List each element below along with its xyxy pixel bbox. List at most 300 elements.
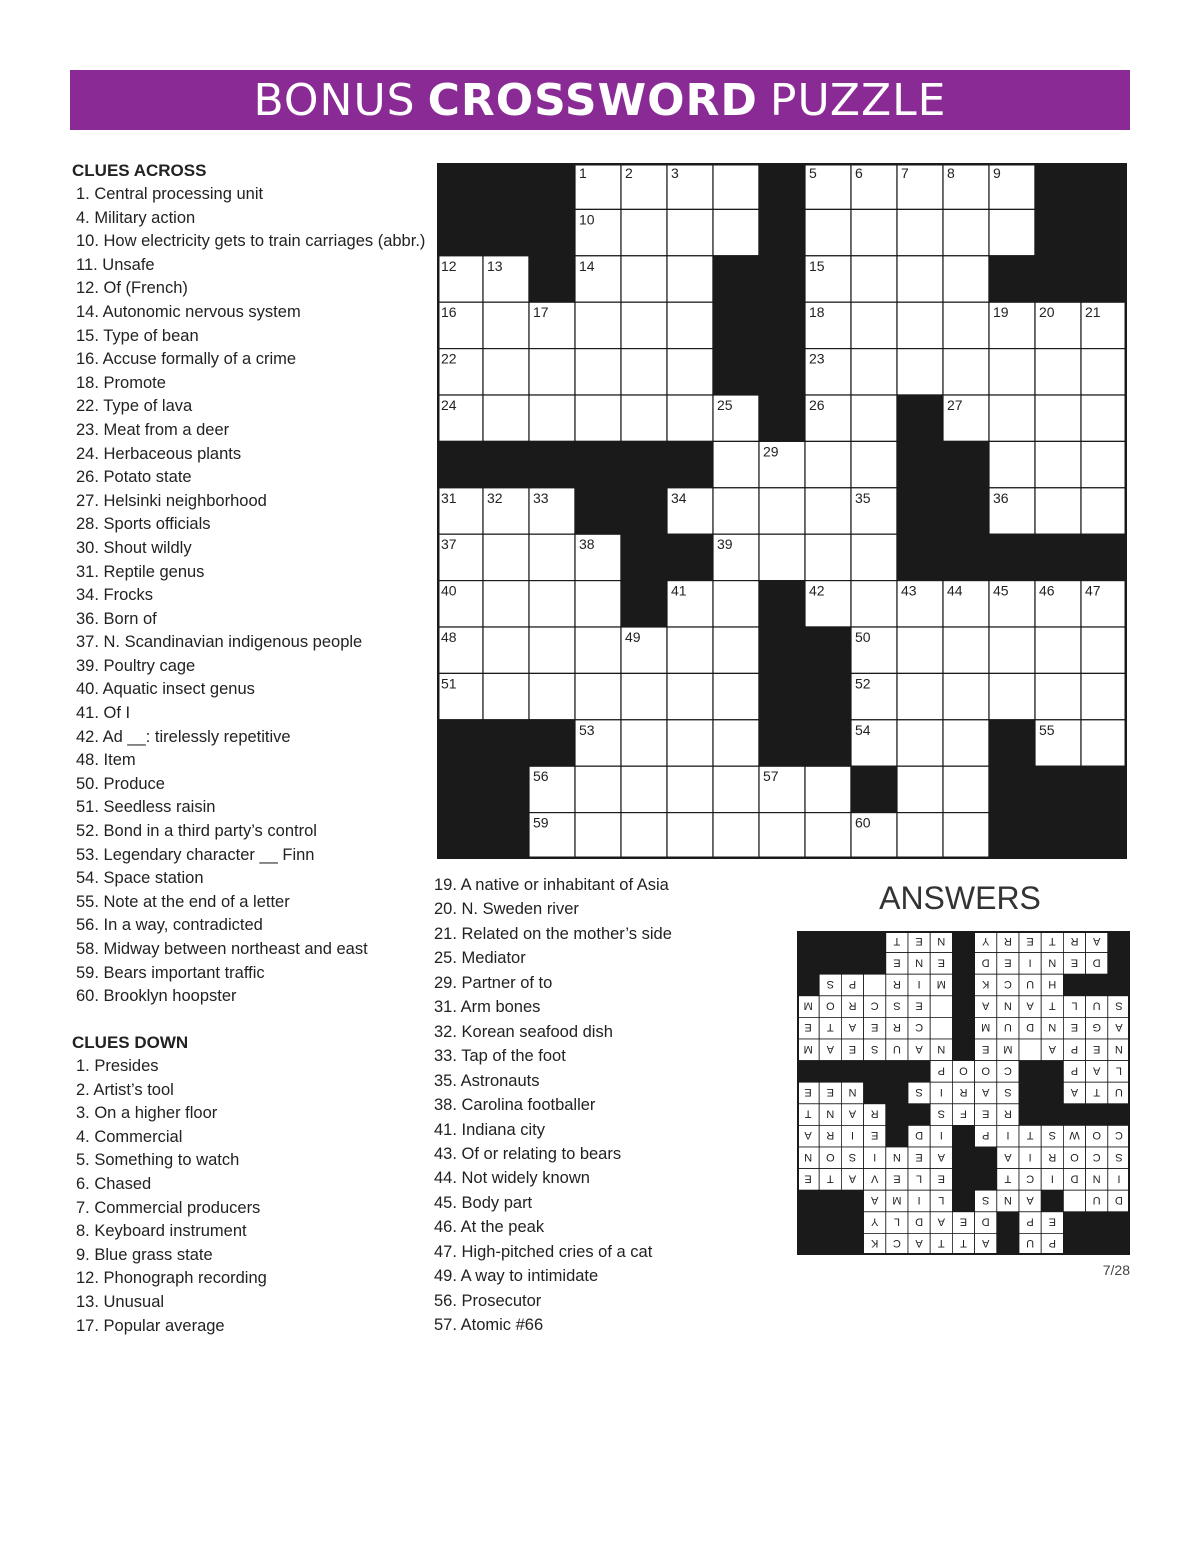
grid-cell[interactable] [897, 349, 943, 395]
answer-letter: U [1092, 1194, 1101, 1206]
grid-cell[interactable] [483, 627, 529, 673]
answer-letter: N [1114, 1042, 1123, 1055]
clue-down-cont-9: 38. Carolina footballer [434, 1096, 596, 1115]
grid-cell[interactable] [851, 441, 897, 487]
clue-number: 33 [533, 489, 549, 506]
grid-cell[interactable] [621, 349, 667, 395]
answer-letter: D [981, 956, 990, 969]
grid-cell[interactable] [943, 302, 989, 348]
grid-cell[interactable] [897, 766, 943, 812]
grid-cell[interactable] [621, 766, 667, 812]
grid-cell[interactable] [667, 302, 713, 348]
black-square [805, 673, 851, 719]
answer-black-square [908, 1104, 930, 1126]
grid-cell[interactable] [897, 256, 943, 302]
clue-number: 10 [579, 211, 595, 228]
answers-grid [797, 931, 1130, 1255]
grid-cell[interactable] [759, 488, 805, 534]
answer-black-square [1108, 931, 1130, 953]
answer-letter: R [959, 1086, 968, 1098]
clue-number: 56 [533, 768, 549, 785]
grid-cell[interactable] [621, 302, 667, 348]
answer-letter: E [893, 956, 901, 969]
answer-letter: R [870, 1107, 879, 1120]
clue-number: 43 [901, 582, 917, 599]
answer-letter: A [1070, 1086, 1079, 1098]
clue-across-20: 39. Poultry cage [76, 656, 196, 675]
grid-cell[interactable] [575, 813, 621, 859]
black-square [529, 209, 575, 255]
grid-cell[interactable] [713, 766, 759, 812]
answer-letter: L [1115, 1064, 1122, 1077]
grid-cell[interactable] [989, 673, 1035, 719]
answer-letter: S [1004, 1086, 1012, 1098]
answer-letter: Y [871, 1215, 879, 1228]
answer-black-square [975, 1147, 997, 1169]
clue-down-cont-15: 47. High-pitched cries of a cat [434, 1242, 653, 1261]
grid-cell[interactable] [621, 720, 667, 766]
clue-number: 60 [855, 814, 871, 831]
answer-letter: R [1003, 1107, 1012, 1120]
answer-letter: A [1026, 999, 1034, 1012]
grid-cell[interactable] [575, 302, 621, 348]
grid-cell[interactable] [529, 627, 575, 673]
black-square [1081, 209, 1127, 255]
clue-across-6: 15. Type of bean [76, 326, 199, 345]
grid-cell[interactable] [483, 302, 529, 348]
answer-letter: S [982, 1194, 990, 1206]
black-square [1081, 534, 1127, 580]
clue-down-cont-14: 46. At the peak [434, 1218, 545, 1237]
black-square [667, 441, 713, 487]
grid-cell[interactable] [851, 256, 897, 302]
title-post: PUZZLE [769, 74, 947, 126]
clue-number: 36 [993, 489, 1009, 506]
clue-number: 26 [809, 397, 825, 413]
clue-down-cont-8: 35. Astronauts [434, 1071, 540, 1090]
grid-cell[interactable] [713, 488, 759, 534]
black-square [989, 534, 1035, 580]
grid-cell[interactable] [575, 627, 621, 673]
answer-black-square [797, 1061, 819, 1083]
answer-letter: O [826, 999, 835, 1012]
answer-letter: E [915, 999, 923, 1012]
black-square [713, 349, 759, 395]
clue-across-1: 4. Military action [76, 208, 196, 227]
answer-letter: A [1004, 1150, 1012, 1163]
grid-cell[interactable] [713, 813, 759, 859]
answer-letter: I [1050, 1172, 1054, 1185]
answer-black-square [841, 1190, 863, 1212]
answer-letter: I [1028, 1150, 1032, 1163]
black-square [1035, 163, 1081, 209]
clue-down-cont-4: 29. Partner of to [434, 973, 553, 992]
clue-number: 22 [441, 350, 457, 367]
clue-down-cont-7: 33. Tap of the foot [434, 1047, 566, 1066]
grid-cell[interactable] [805, 534, 851, 580]
answer-letter: G [1092, 1021, 1101, 1034]
answer-black-square [997, 1212, 1019, 1234]
grid-cell[interactable] [1081, 720, 1127, 766]
clue-across-5: 14. Autonomic nervous system [76, 302, 301, 321]
answer-letter: A [915, 1042, 923, 1055]
clue-number: 32 [487, 489, 503, 506]
grid-cell[interactable] [1081, 673, 1127, 719]
grid-cell[interactable] [483, 581, 529, 627]
grid-cell[interactable] [989, 209, 1035, 255]
black-square [483, 720, 529, 766]
clue-number: 6 [855, 165, 863, 181]
black-square [483, 813, 529, 859]
clue-across-31: 56. In a way, contradicted [76, 916, 263, 935]
answer-letter: I [1028, 956, 1032, 969]
grid-cell[interactable] [897, 209, 943, 255]
grid-cell[interactable] [529, 581, 575, 627]
answer-black-square [797, 953, 819, 975]
black-square [1035, 209, 1081, 255]
answer-letter: R [1048, 1150, 1057, 1163]
grid-cell[interactable] [851, 209, 897, 255]
grid-cell[interactable] [943, 209, 989, 255]
answer-black-square [1063, 1233, 1085, 1255]
answer-letter: T [1048, 999, 1056, 1012]
answer-letter: K [871, 1237, 879, 1250]
answer-letter: N [804, 1150, 813, 1163]
black-square [897, 395, 943, 441]
answer-letter: T [960, 1237, 967, 1250]
grid-cell[interactable] [943, 720, 989, 766]
answer-letter: N [937, 934, 946, 947]
black-square [529, 720, 575, 766]
answer-letter: A [826, 1042, 834, 1055]
answer-letter: T [1004, 1172, 1012, 1185]
grid-cell[interactable] [1081, 627, 1127, 673]
grid-cell[interactable] [575, 395, 621, 441]
answer-black-square [819, 1061, 841, 1083]
black-square [713, 256, 759, 302]
black-square [621, 488, 667, 534]
clue-number: 20 [1039, 304, 1055, 321]
grid-cell[interactable] [575, 673, 621, 719]
answer-black-square [1041, 1104, 1063, 1126]
grid-cell[interactable] [805, 813, 851, 859]
grid-cell[interactable] [943, 349, 989, 395]
grid-cell[interactable] [483, 534, 529, 580]
clue-across-21: 40. Aquatic insect genus [76, 680, 255, 699]
clues-down-continued [434, 873, 672, 1338]
answer-letter: D [915, 1129, 924, 1142]
grid-cell[interactable] [943, 627, 989, 673]
grid-cell[interactable] [621, 813, 667, 859]
answer-letter: R [1070, 934, 1079, 947]
answer-letter: S [1115, 999, 1123, 1012]
answer-letter: L [916, 1172, 923, 1185]
answer-black-square [908, 1061, 930, 1083]
grid-cell[interactable] [1035, 627, 1081, 673]
clue-across-30: 55. Note at the end of a letter [76, 892, 290, 911]
clue-number: 50 [855, 629, 871, 645]
grid-cell[interactable] [667, 813, 713, 859]
clues-across-heading: CLUES ACROSS [72, 161, 207, 180]
clue-number: 42 [809, 582, 825, 599]
answer-letter: I [873, 1150, 877, 1163]
answer-letter: U [1003, 1021, 1012, 1034]
grid-cell[interactable] [529, 673, 575, 719]
grid-cell[interactable] [1035, 441, 1081, 487]
grid-cell[interactable] [897, 813, 943, 859]
grid-cell[interactable] [805, 441, 851, 487]
grid-cell[interactable] [713, 209, 759, 255]
black-square [805, 720, 851, 766]
grid-cell[interactable] [805, 766, 851, 812]
clue-number: 21 [1085, 304, 1101, 321]
answer-black-square [952, 1169, 974, 1191]
grid-cell[interactable] [667, 395, 713, 441]
answer-letter: E [1026, 934, 1034, 947]
grid-cell[interactable] [897, 673, 943, 719]
grid-cell[interactable] [529, 534, 575, 580]
issue-date: 7/28 [1102, 1262, 1130, 1278]
answer-cell [1063, 1190, 1085, 1212]
answer-letter: E [1070, 956, 1079, 969]
black-square [1081, 766, 1127, 812]
grid-cell[interactable] [483, 395, 529, 441]
clue-number: 12 [441, 257, 457, 274]
clue-across-17: 34. Frocks [76, 586, 154, 605]
clue-across-10: 23. Meat from a deer [76, 420, 230, 439]
grid-cell[interactable] [897, 627, 943, 673]
grid-cell[interactable] [1035, 673, 1081, 719]
clue-number: 57 [763, 768, 779, 785]
answer-letter: T [1026, 1129, 1034, 1142]
clue-down-cont-16: 49. A way to intimidate [434, 1267, 599, 1286]
answer-letter: E [1093, 1042, 1101, 1055]
black-square [483, 766, 529, 812]
grid-cell[interactable] [713, 627, 759, 673]
answer-letter: E [915, 934, 923, 947]
grid-cell[interactable] [621, 256, 667, 302]
black-square [529, 256, 575, 302]
answer-letter: O [826, 1150, 835, 1163]
grid-cell[interactable] [713, 163, 759, 209]
grid-cell[interactable] [621, 209, 667, 255]
grid-cell[interactable] [713, 441, 759, 487]
clue-down-10: 13. Unusual [76, 1292, 165, 1311]
grid-cell[interactable] [943, 766, 989, 812]
clue-number: 3 [671, 165, 679, 181]
grid-cell[interactable] [713, 673, 759, 719]
black-square [759, 349, 805, 395]
grid-cell[interactable] [1081, 488, 1127, 534]
answer-letter: T [826, 1021, 834, 1034]
title-banner [70, 70, 1130, 130]
answer-black-square [1019, 1082, 1041, 1104]
clue-across-13: 27. Helsinki neighborhood [76, 491, 267, 510]
title-pre: BONUS [253, 74, 416, 126]
clue-down-6: 7. Commercial producers [76, 1198, 261, 1217]
grid-cell[interactable] [575, 581, 621, 627]
clue-across-9: 22. Type of lava [76, 397, 193, 416]
grid-cell[interactable] [989, 349, 1035, 395]
clue-across-26: 51. Seedless raisin [76, 798, 216, 817]
answer-letter: L [938, 1194, 945, 1206]
grid-cell[interactable] [1035, 395, 1081, 441]
answer-letter: E [959, 1215, 968, 1228]
answer-letter: C [892, 1237, 901, 1250]
black-square [1081, 256, 1127, 302]
answer-letter: F [960, 1107, 967, 1120]
grid-cell[interactable] [667, 766, 713, 812]
grid-cell[interactable] [1081, 441, 1127, 487]
grid-cell[interactable] [943, 813, 989, 859]
answer-letter: K [982, 978, 990, 990]
answer-letter: S [937, 1107, 945, 1120]
black-square [989, 813, 1035, 859]
answer-letter: A [848, 1107, 857, 1120]
clue-number: 29 [763, 443, 779, 460]
grid-cell[interactable] [851, 581, 897, 627]
answer-letter: C [1003, 1064, 1012, 1077]
black-square [759, 395, 805, 441]
black-square [1035, 534, 1081, 580]
answer-letter: N [1003, 1194, 1012, 1206]
answer-black-square [1019, 1061, 1041, 1083]
grid-cell[interactable] [1081, 395, 1127, 441]
answer-letter: V [871, 1172, 879, 1185]
grid-cell[interactable] [805, 209, 851, 255]
answer-letter: P [1070, 1064, 1079, 1077]
answer-letter: D [1114, 1194, 1123, 1206]
answer-letter: R [826, 1129, 835, 1142]
answer-black-square [952, 1039, 974, 1061]
grid-cell[interactable] [989, 627, 1035, 673]
answer-letter: U [1026, 1237, 1035, 1250]
answer-black-square [1086, 1233, 1108, 1255]
grid-cell[interactable] [897, 302, 943, 348]
grid-cell[interactable] [667, 256, 713, 302]
answer-letter: C [1092, 1150, 1101, 1163]
answer-letter: O [981, 1064, 990, 1077]
grid-cell[interactable] [529, 395, 575, 441]
grid-cell[interactable] [667, 349, 713, 395]
answer-black-square [1063, 974, 1085, 996]
clue-down-cont-17: 56. Prosecutor [434, 1291, 542, 1310]
answer-letter: O [1070, 1150, 1079, 1163]
grid-cell[interactable] [667, 627, 713, 673]
black-square [483, 209, 529, 255]
black-square [621, 581, 667, 627]
answer-letter: M [892, 1194, 902, 1206]
grid-cell[interactable] [575, 766, 621, 812]
clue-down-cont-3: 25. Mediator [434, 949, 526, 968]
grid-cell[interactable] [851, 302, 897, 348]
clue-down-5: 6. Chased [76, 1174, 152, 1193]
black-square [483, 163, 529, 209]
grid-cell[interactable] [1081, 349, 1127, 395]
answer-letter: R [892, 978, 901, 990]
grid-cell[interactable] [483, 673, 529, 719]
clue-number: 5 [809, 165, 817, 181]
answer-letter: U [1114, 1086, 1123, 1098]
answer-black-square [1063, 1104, 1085, 1126]
answer-black-square [1108, 1104, 1130, 1126]
grid-cell[interactable] [943, 256, 989, 302]
answer-black-square [797, 1233, 819, 1255]
grid-cell[interactable] [529, 349, 575, 395]
black-square [897, 441, 943, 487]
grid-cell[interactable] [621, 395, 667, 441]
clue-down-8: 9. Blue grass state [76, 1245, 213, 1264]
answer-letter: E [871, 1129, 879, 1142]
answer-letter: A [1048, 1042, 1056, 1055]
answer-black-square [1063, 1212, 1085, 1234]
answer-letter: A [982, 1086, 990, 1098]
grid-cell[interactable] [667, 720, 713, 766]
answer-letter: W [1069, 1129, 1080, 1142]
grid-cell[interactable] [759, 534, 805, 580]
grid-cell[interactable] [575, 349, 621, 395]
answer-black-square [864, 1061, 886, 1083]
grid-cell[interactable] [713, 581, 759, 627]
black-square [989, 766, 1035, 812]
black-square [759, 256, 805, 302]
answer-letter: P [982, 1129, 990, 1142]
answer-black-square [1108, 974, 1130, 996]
black-square [437, 766, 483, 812]
answer-letter: C [870, 999, 879, 1012]
answer-letter: S [1115, 1150, 1123, 1163]
answer-letter: O [1092, 1129, 1101, 1142]
clue-number: 49 [625, 629, 641, 645]
clue-number: 17 [533, 304, 549, 321]
clue-number: 15 [809, 257, 825, 274]
answer-letter: C [1026, 1172, 1035, 1185]
answer-black-square [1086, 1212, 1108, 1234]
grid-cell[interactable] [759, 813, 805, 859]
grid-cell[interactable] [1035, 349, 1081, 395]
grid-cell[interactable] [667, 209, 713, 255]
clue-number: 25 [717, 397, 733, 413]
answer-letter: R [848, 999, 857, 1012]
clue-number: 13 [487, 257, 503, 274]
grid-cell[interactable] [621, 673, 667, 719]
grid-cell[interactable] [943, 673, 989, 719]
answer-letter: Y [982, 934, 990, 947]
grid-cell[interactable] [851, 349, 897, 395]
grid-cell[interactable] [667, 673, 713, 719]
black-square [1035, 813, 1081, 859]
grid-cell[interactable] [897, 720, 943, 766]
grid-cell[interactable] [851, 534, 897, 580]
grid-cell[interactable] [851, 395, 897, 441]
grid-cell[interactable] [989, 441, 1035, 487]
crossword-grid[interactable] [437, 163, 1127, 859]
grid-cell[interactable] [989, 395, 1035, 441]
black-square [897, 488, 943, 534]
grid-cell[interactable] [1035, 488, 1081, 534]
answer-letter: E [982, 1042, 990, 1055]
answer-letter: A [982, 1237, 990, 1250]
clue-across-8: 18. Promote [76, 373, 166, 392]
clue-number: 52 [855, 675, 871, 692]
grid-cell[interactable] [805, 488, 851, 534]
answer-letter: S [915, 1086, 923, 1098]
answer-letter: E [804, 1086, 812, 1098]
answer-black-square [819, 953, 841, 975]
grid-cell[interactable] [713, 720, 759, 766]
black-square [483, 441, 529, 487]
grid-cell[interactable] [483, 349, 529, 395]
